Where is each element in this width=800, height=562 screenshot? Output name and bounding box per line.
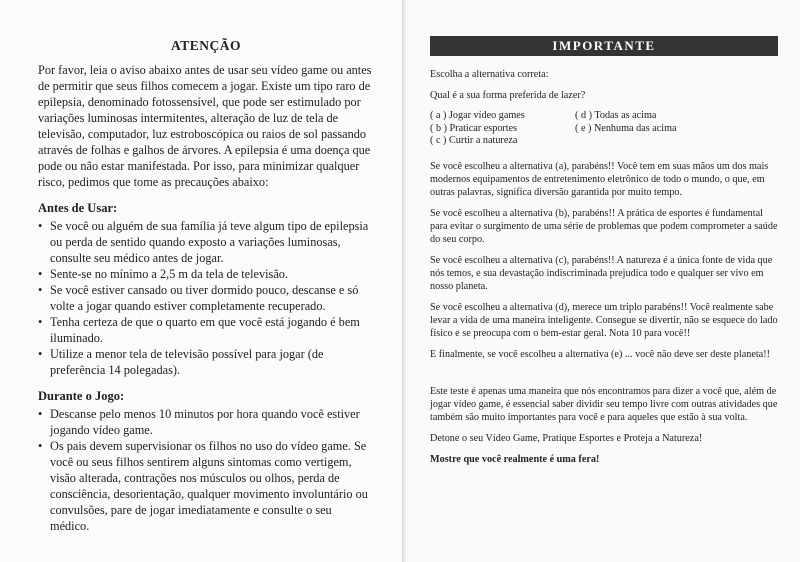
slogan: Detone o seu Vídeo Game, Pratique Esportes e Proteja a Natureza! xyxy=(430,432,703,444)
quiz-instruction: Escolha a alternativa correta: xyxy=(430,69,549,80)
option-e: ( e ) Nenhuma das acima xyxy=(575,122,677,134)
bullet-icon: • xyxy=(38,315,43,329)
list-item: • Os pais devem supervisionar os filhos no uso do vídeo game. Se você ou seus filhos sentirem alguns sintomas como vertigem, visão alterada, contrações nos músculos ou olhos, perda de consciência, desorientação, qualquer movimento involuntário ou convulsões, pare de jogar imediatamente e consulte o seu médico. xyxy=(38,439,368,533)
before-use-list xyxy=(38,218,374,378)
quiz-options xyxy=(430,110,778,148)
list-item: • Descanse pelo menos 10 minutos por hora quando você estiver jogando vídeo game. xyxy=(38,407,360,437)
during-game-list xyxy=(38,406,374,534)
answer-d: Se você escolheu a alternativa (d), merece um triplo parabéns!! Você realmente sabe levar a vida de uma maneira inteligente. Consegue se divertir, não se esquece do lado físico e se preocupa com o bem-estar geral. Nota 10 para você!! xyxy=(430,301,778,339)
option-b: ( b ) Praticar esportes xyxy=(430,122,518,134)
answer-c: Se você escolheu a alternativa (c), parabéns!! A natureza é a única fonte de vida que nós temos, e sua devastação indiscriminada prejudica todo e qualquer ser vivo em nosso planeta. xyxy=(430,254,773,292)
bullet-icon: • xyxy=(38,283,43,297)
answer-a: Se você escolheu a alternativa (a), parabéns!! Você tem em suas mãos um dos mais modernos equipamentos de entretenimento eletrônico de todo o mundo, o que, em outras palavras, significa diversão garantida por muito tempo. xyxy=(430,160,769,198)
list-item: • Sente-se no mínimo a 2,5 m da tela de televisão. xyxy=(38,267,289,281)
quiz-question: Qual é a sua forma preferida de lazer? xyxy=(430,90,586,101)
during-game-heading: Durante o Jogo: xyxy=(38,389,125,403)
bullet-icon: • xyxy=(38,439,43,453)
right-page xyxy=(406,0,800,562)
option-d: ( d ) Todas as acima xyxy=(575,110,657,121)
bullet-icon: • xyxy=(38,267,43,281)
closing-paragraph: Este teste é apenas uma maneira que nós encontramos para dizer a você que, além de jogar vídeo game, é essencial saber dividir seu tempo livre com outras atividades que também são muito importantes para você e para aqueles que estão à sua volta. xyxy=(430,385,778,423)
list-item: • Se você estiver cansado ou tiver dormido pouco, descanse e só volte a jogar quando estiver completamente recuperado. xyxy=(38,283,359,313)
warning-intro: Por favor, leia o aviso abaixo antes de usar seu vídeo game ou antes de permitir que seus filhos comecem a jogar. Existe um tipo raro de epilepsia, denominado fotossensível, que pode ser estimulado por variações luminosas intermitentes, alteração de luz de tela de televisão, computador, luz estroboscópica ou raios de sol passando através de folhas e galhos de árvores. A epilepsia é uma doença que pode ou não estar manifestada. Por isso, para minimizar qualquer risco, pedimos que tome as precauções abaixo: xyxy=(38,63,372,189)
bullet-icon: • xyxy=(38,407,43,421)
warning-title: ATENÇÃO xyxy=(170,38,241,53)
bullet-icon: • xyxy=(38,347,43,361)
option-a: ( a ) Jogar vídeo games xyxy=(430,110,525,121)
list-item: • Se você ou alguém de sua família já teve algum tipo de epilepsia ou perda de sentido quando exposto a variações luminosas, consulte seu médico antes de jogar. xyxy=(38,219,369,265)
answer-e: E finalmente, se você escolheu a alternativa (e) ... você não deve ser deste planeta!! xyxy=(430,348,770,360)
section-spacer xyxy=(430,369,778,385)
list-item: • Tenha certeza de que o quarto em que você está jogando é bem iluminado. xyxy=(38,315,360,345)
list-item: • Utilize a menor tela de televisão possível para jogar (de preferência 14 polegadas). xyxy=(38,347,324,377)
important-banner: IMPORTANTE xyxy=(430,36,778,56)
bullet-icon: • xyxy=(38,219,43,233)
option-c: ( c ) Curtir a natureza xyxy=(430,135,518,146)
answer-b: Se você escolheu a alternativa (b), parabéns!! A prática de esportes é fundamental para evitar o surgimento de uma série de problemas que podem comprometer a saúde do seu corpo. xyxy=(430,207,778,245)
options-column-1 xyxy=(430,110,575,148)
final-message: Mostre que você realmente é uma fera! xyxy=(430,453,600,465)
options-column-2 xyxy=(575,110,677,148)
before-use-heading: Antes de Usar: xyxy=(38,201,118,215)
